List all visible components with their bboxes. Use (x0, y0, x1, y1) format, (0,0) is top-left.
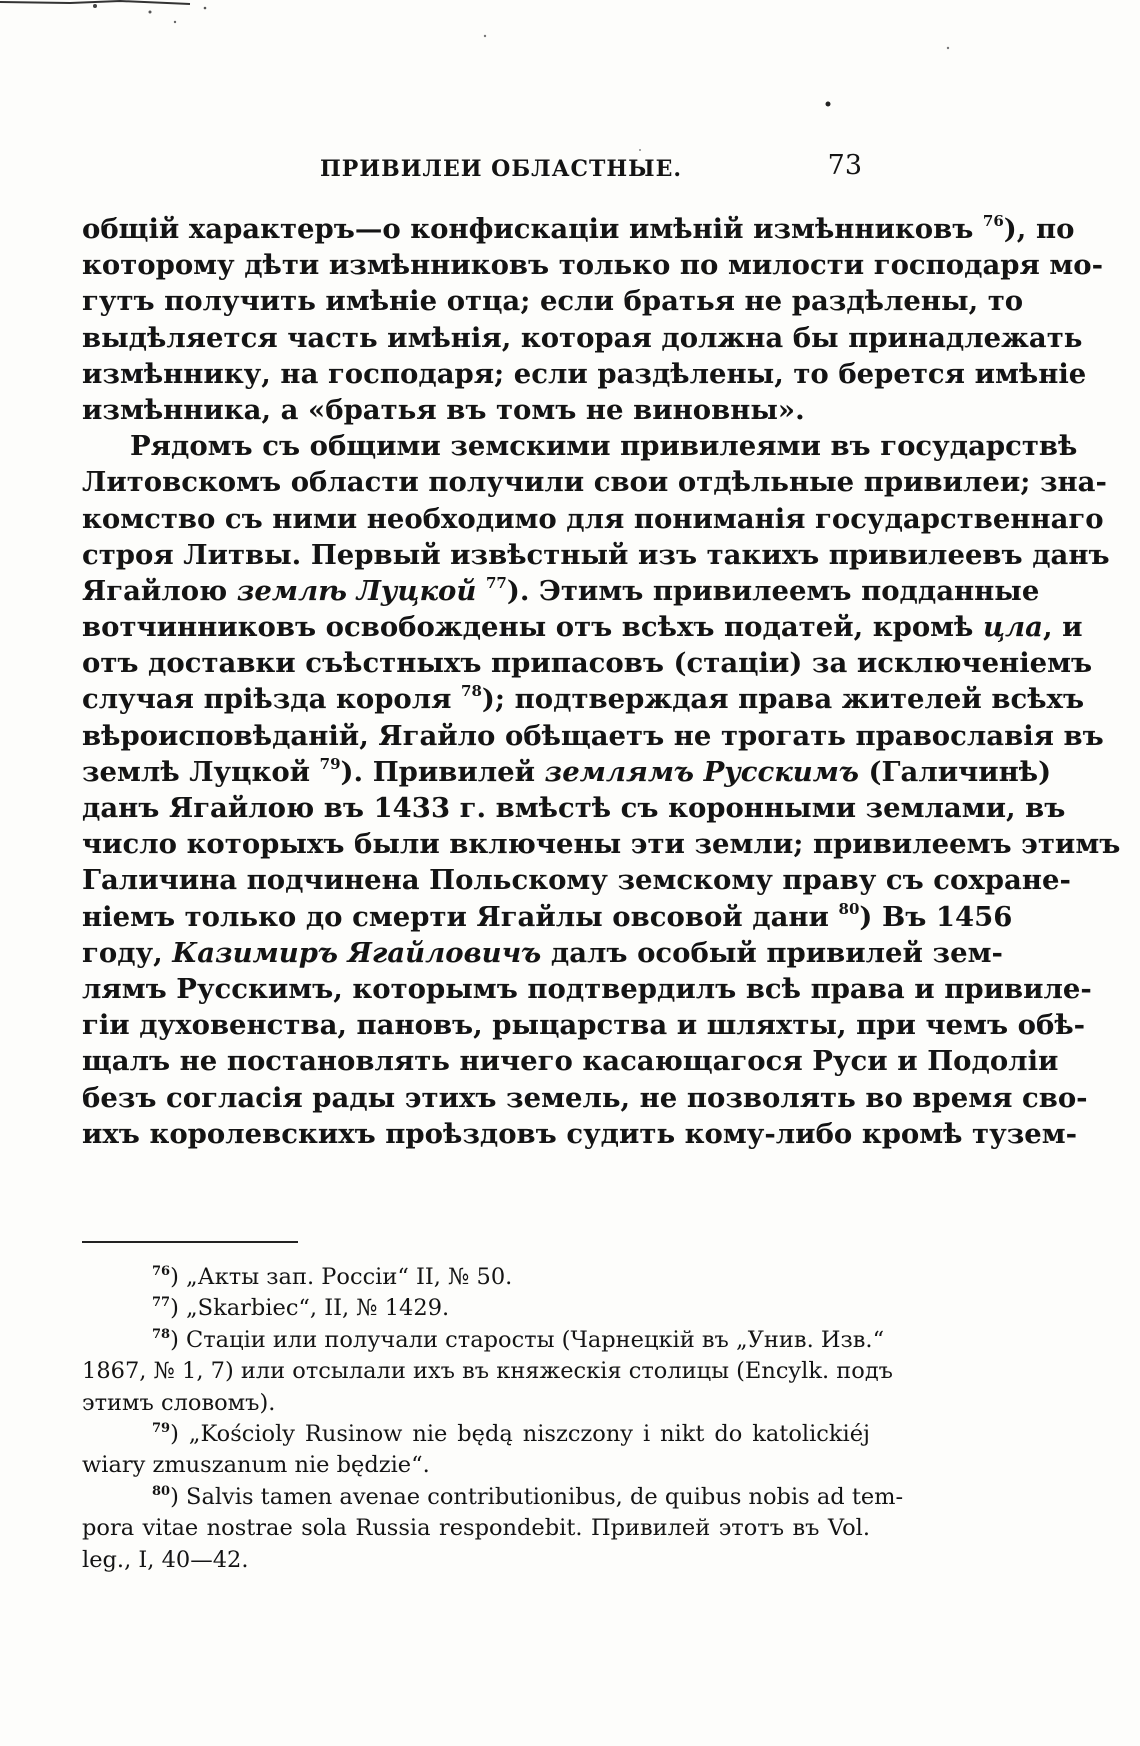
footnote-line: wiary zmuszanum nie będzie“. (82, 1452, 430, 1479)
text-line: общій характеръ—о конфискаціи имѣній измѣнниковъ $^{76}$), по (82, 212, 1075, 245)
text-line: землѣ Луцкой $^{79}$). Привилей землямъ Русскимъ (Галичинѣ) (82, 754, 1052, 788)
footnote-number: 79 (152, 1420, 171, 1436)
footnote-number: 78 (152, 1326, 171, 1342)
text-line: году, Казимиръ Ягайловичъ далъ особый привилей зем- (82, 936, 1003, 969)
footnote-number: 80 (152, 1483, 171, 1499)
text-line: которому дѣти измѣнниковъ только по милости господаря мо- (82, 249, 1104, 282)
text-line: гіи духовенства, пановъ, рыцарства и шляхты, при чемъ обѣ- (82, 1009, 1086, 1042)
text-line: отъ доставки съѣстныхъ припасовъ (стаціи) за исключеніемъ (82, 647, 1093, 680)
italic-phrase: Казимиръ Ягайловичъ (172, 936, 542, 969)
footnote-line: pora vitae nostrae sola Russia respondebit. Привилей этотъ въ Vol. (82, 1515, 870, 1542)
text-line: Рядомъ съ общими земскими привилеями въ государствѣ (130, 430, 1078, 463)
footnote-ref: 77 (485, 573, 507, 592)
text-line: ніемъ только до смерти Ягайлы овсовой дани $^{80}$) Въ 1456 (82, 899, 1013, 933)
text-line: измѣнника, а «братья въ томъ не виновны». (82, 393, 805, 426)
footnote-line: $^{78}$) Стаціи или получали старосты (Чарнецкій въ „Унив. Изв.“ (152, 1326, 885, 1353)
italic-phrase: цла (982, 611, 1044, 644)
page-number: 73 (827, 150, 862, 181)
footnote-line: $^{76}$) „Акты зап. Россіи“ II, № 50. (152, 1264, 513, 1290)
text-line: комство съ ними необходимо для пониманія государственнаго (82, 502, 1104, 535)
text-line: выдѣляется часть имѣнія, которая должна бы принадлежать (82, 321, 1083, 354)
text-line: Галичина подчинена Польскому земскому праву съ сохране- (82, 864, 1071, 897)
body-text (82, 211, 1121, 1152)
footnote-ref: 78 (461, 682, 482, 701)
footnotes (82, 1262, 904, 1576)
italic-phrase: землямъ Русскимъ (544, 755, 859, 788)
footnote-line: $^{77}$) „Skarbiec“, II, № 1429. (152, 1295, 450, 1322)
footnote-line: leg., I, 40—42. (82, 1546, 249, 1573)
footnote-line: $^{79}$) „Kościoly Rusinow nie będą niszczony i nikt do katolickiéj (152, 1420, 870, 1447)
text-line: вотчинниковъ освобождены отъ всѣхъ податей, кромѣ цла, и (82, 611, 1083, 644)
text-line: лямъ Русскимъ, которымъ подтвердилъ всѣ права и привиле- (82, 972, 1092, 1005)
footnote-number: 76 (152, 1264, 171, 1279)
text-line: ихъ королевскихъ проѣздовъ судить кому-либо кромѣ тузем- (82, 1117, 1078, 1150)
italic-phrase: землѣ Луцкой (236, 574, 477, 607)
text-line: Литовскомъ области получили свои отдѣльные привилеи; зна- (82, 466, 1107, 499)
text-line: Ягайлою землѣ Луцкой $^{77}$). Этимъ привилеемъ подданные (82, 573, 1040, 607)
footnote-line: 1867, № 1, 7) или отсылали ихъ въ княжескія столицы (Encylk. подъ (82, 1358, 893, 1385)
text-line: случая пріѣзда короля $^{78}$); подтверждая права жителей всѣхъ (82, 682, 1085, 716)
running-head (82, 150, 870, 186)
footnote-ref: 80 (838, 899, 860, 918)
footnote-number: 77 (152, 1295, 171, 1311)
text-line: безъ согласія рады этихъ земель, не позволять во время сво- (82, 1081, 1088, 1114)
text-line: измѣннику, на господаря; если раздѣлены, то берется имѣніе (82, 357, 1087, 390)
text-line: строя Литвы. Первый извѣстный изъ такихъ привилеевъ данъ (82, 538, 1110, 571)
footnote-divider (82, 1241, 298, 1243)
footnote-ref: 79 (319, 754, 341, 773)
text-line: щалъ не постановлять ничего касающагося Руси и Подоліи (82, 1045, 1059, 1078)
running-title: ПРИВИЛЕИ ОБЛАСТНЫЕ. (320, 156, 683, 182)
text-line: число которыхъ были включены эти земли; привилеемъ этимъ (82, 828, 1121, 861)
text-line: гутъ получить имѣніе отца; если братья не раздѣлены, то (82, 285, 1024, 318)
footnote-ref: 76 (982, 212, 1004, 230)
scan-specks (0, 0, 1140, 240)
text-line: данъ Ягайлою въ 1433 г. вмѣстѣ съ коронными землами, въ (82, 792, 1066, 824)
footnote-line: $^{80}$) Salvis tamen avenae contributionibus, de quibus nobis ad tem- (152, 1483, 904, 1510)
footnote-line: этимъ словомъ). (82, 1389, 276, 1416)
text-line: вѣроисповѣданій, Ягайло обѣщаетъ не трогать православія въ (82, 719, 1104, 752)
